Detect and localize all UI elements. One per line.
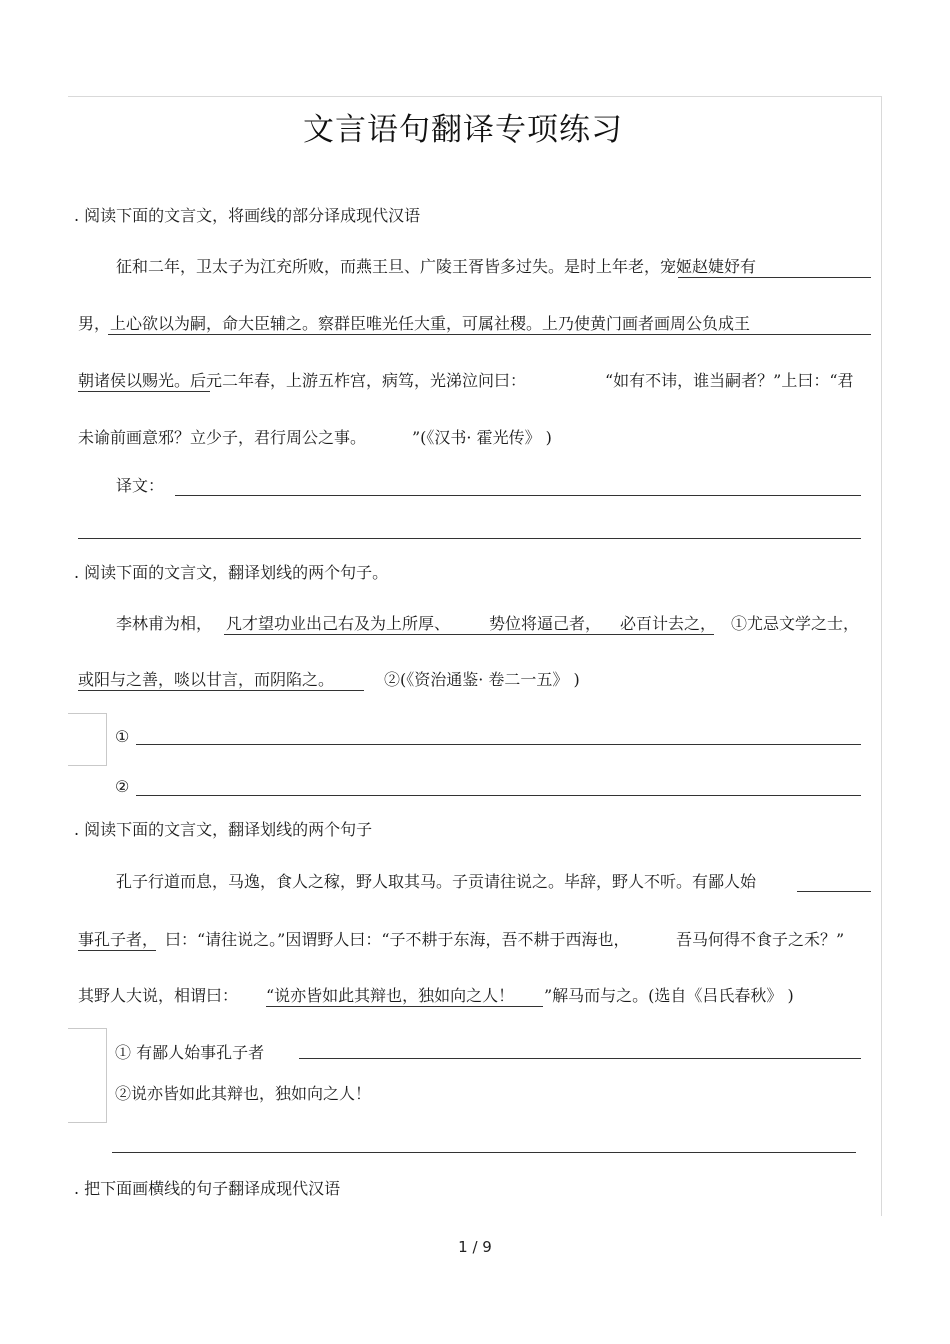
q3-passage-line3a: 其野人大说，相谓曰： [78, 986, 239, 1005]
q3-passage-line1: 孔子行道而息，马逸，食人之稼，野人取其马。子贡请往说之。毕辞，野人不听。有鄙人始 [116, 872, 757, 891]
q2-answer-line-2[interactable] [136, 795, 861, 796]
q1-passage-line2: 男，上心欲以为嗣，命大臣辅之。察群臣唯光任大重，可属社稷。上乃使黄门画者画周公负成王 [78, 314, 751, 333]
q1-underline-3 [78, 391, 210, 392]
q3-passage-line2b: 曰：“请往说之。”因谓野人曰：“子不耕于东海，吾不耕于西海也， [165, 930, 630, 949]
q1-underline-1 [678, 277, 871, 278]
q4-prompt: . 把下面画横线的句子翻译成现代汉语 [74, 1179, 341, 1198]
q2-passage-line2b: ②(《资治通鉴· 卷二一五》 ) [384, 670, 580, 689]
q3-passage-line2a: 事孔子者， [78, 930, 159, 949]
q3-passage-line3b: “说亦皆如此其辩也，独如向之人！ [266, 986, 515, 1005]
q1-passage-line4a: 未谕前画意邪？立少子，君行周公之事。 [78, 428, 367, 447]
q3-answer-bracket [68, 1028, 107, 1123]
q2-answer-2-label: ② [115, 777, 130, 796]
q2-underline-1 [224, 634, 714, 635]
q3-prompt: . 阅读下面的文言文，翻译划线的两个句子 [74, 820, 373, 839]
q2-passage-line1b: 凡才望功业出己右及为上所厚、 [226, 614, 451, 633]
q3-underline-2 [78, 950, 156, 951]
q2-passage-line1d: 必百计去之， [620, 614, 717, 633]
page-title: 文言语句翻译专项练习 [303, 112, 623, 148]
q3-underline-3 [266, 1006, 543, 1007]
q3-underline-1 [797, 891, 871, 892]
q1-answer-line-1[interactable] [175, 495, 861, 496]
q3-answer-1-label: ① 有鄙人始事孔子者 [115, 1043, 265, 1062]
q3-answer-line-1[interactable] [299, 1058, 861, 1059]
right-border [881, 96, 882, 1216]
q3-answer-line-2[interactable] [112, 1152, 856, 1153]
q2-prompt: . 阅读下面的文言文，翻译划线的两个句子。 [74, 563, 389, 582]
q1-passage-line3a: 朝诸侯以赐光。后元二年春，上游五柞宫，病笃，光涕泣问曰： [78, 371, 527, 390]
q2-underline-2 [78, 690, 364, 691]
q3-passage-line3c: ”解马而与之。(选自《吕氏春秋》 ) [544, 986, 794, 1005]
q1-passage-line4b: ”(《汉书· 霍光传》 ) [412, 428, 552, 447]
q2-passage-line1a: 李林甫为相， [116, 614, 213, 633]
page-number: 1 / 9 [458, 1238, 492, 1256]
q1-answer-label: 译文： [116, 476, 165, 495]
q1-passage-line3b: “如有不讳，谁当嗣者？”上曰：“君 [605, 371, 854, 390]
q3-passage-line2c: 吾马何得不食子之禾？” [676, 930, 845, 949]
q1-prompt: . 阅读下面的文言文，将画线的部分译成现代汉语 [74, 206, 421, 225]
q2-passage-line2a: 或阳与之善，啖以甘言，而阴陷之。 [78, 670, 335, 689]
q2-answer-line-1[interactable] [136, 744, 861, 745]
q2-passage-line1e: ①尤忌文学之士， [731, 614, 860, 633]
top-border [68, 96, 882, 97]
q2-answer-1-label: ① [115, 727, 130, 746]
q3-answer-2-label: ②说亦皆如此其辩也，独如向之人！ [115, 1084, 372, 1103]
q1-answer-line-2[interactable] [78, 538, 861, 539]
q2-answer-bracket [68, 713, 107, 766]
q2-passage-line1c: 势位将逼己者， [489, 614, 602, 633]
q1-passage-line1: 征和二年，卫太子为江充所败，而燕王旦、广陵王胥皆多过失。是时上年老，宠姬赵婕妤有 [116, 257, 757, 276]
q1-underline-2 [108, 334, 871, 335]
